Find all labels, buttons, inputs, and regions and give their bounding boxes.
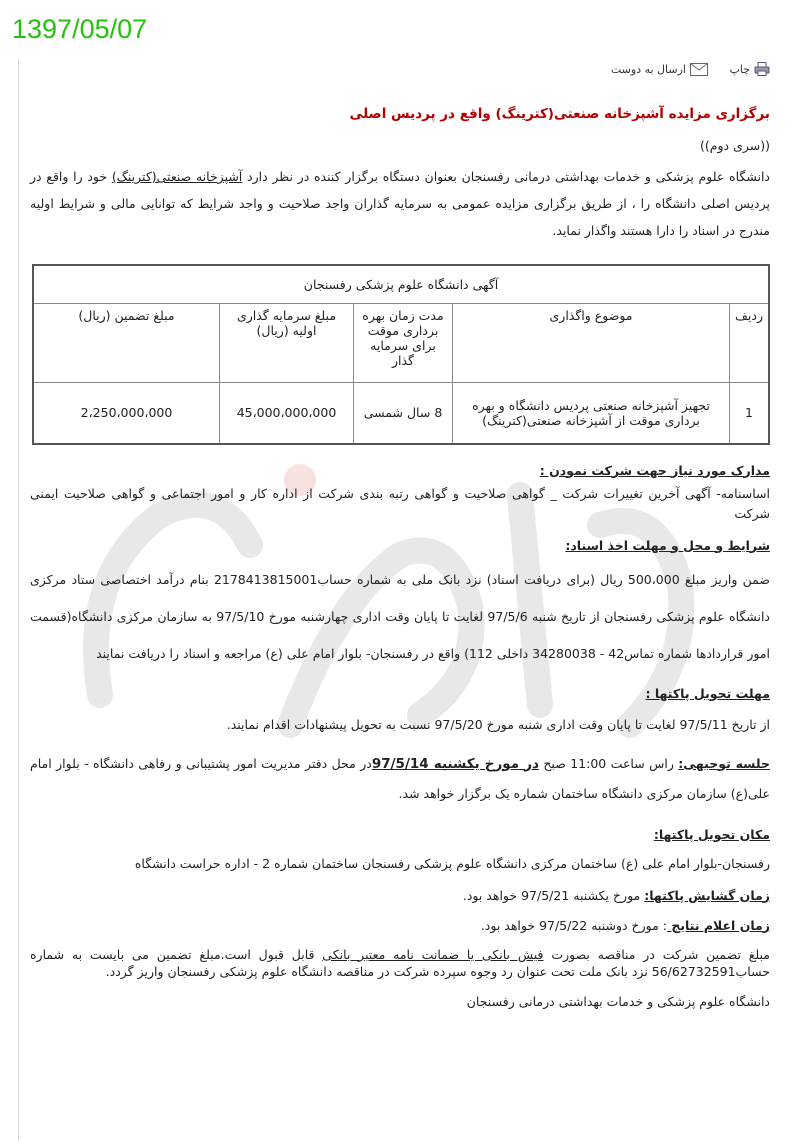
conditions-heading: شرایط و محل و مهلت اخذ اسناد:: [565, 537, 770, 553]
guarantee-underlined: فیش بانکی یا ضمانت نامه معتبر بانکی: [322, 946, 544, 962]
cell-investment: 45،000،000،000: [220, 382, 354, 444]
guarantee-text-1: مبلغ تضمین شرکت در مناقصه بصورت: [543, 946, 770, 962]
table-header-row: [33, 303, 769, 382]
cell-subject: تجهیز آشپزخانه صنعتی پردیس دانشگاه و بهره برداری موقت از آشپزخانه صنعتی(کترینگ): [453, 382, 730, 444]
header-subject: موضوع واگذاری: [453, 303, 730, 382]
table-title: آگهی دانشگاه علوم پزشکی رفسنجان: [33, 265, 769, 303]
conditions-text: ضمن واریز مبلغ 500،000 ریال (برای دریافت اسناد) نزد بانک ملی به شماره حساب2178413815001 بنام درآمد اختصاصی ستاد مرکزی دانشگاه علوم پزشکی رفسنجان از تاریخ شنبه 97/5/6 لغایت تا پایان وقت اداری چهارشنبه مورخ 97/5/10 به سازمان مرکزی دانشگاه(قسمت امور قراردادها شماره تماس42 - 34280038 داخلی 112) واقع در رفسنجان- بلوار امام علی (ع) مراجعه و اسناد را دریافت نمایند: [30, 571, 770, 661]
left-border: [18, 60, 19, 1140]
briefing-time: راس ساعت 11:00 صبح: [538, 755, 679, 771]
cell-duration: 8 سال شمسی: [354, 382, 453, 444]
cell-guarantee: 2،250،000،000: [33, 382, 220, 444]
auction-table: [32, 264, 770, 445]
article-body: [30, 62, 770, 1012]
series-label: ((سری دوم)): [700, 138, 770, 153]
intro-paragraph: [30, 163, 770, 244]
docs-text: اساسنامه- آگهی آخرین تغییرات شرکت _ گواهی صلاحیت و گواهی رتبه بندی شرکت از اداره کار و امور اجتماعی و گواهی صلاحیت ایمنی شرکت: [30, 485, 770, 521]
intro-text-2: خود را واقع در پردیس اصلی دانشگاه را ، از طریق برگزاری مزایده عمومی به سرمایه گذاران واجد صلاحیت و واجد شرایط که توانایی مالی و شرایط اولیه مندرج در اسناد را دارا هستند واگذار نماید.: [30, 169, 770, 238]
opening-paragraph: [30, 886, 770, 906]
header-investment: مبلغ سرمایه گذاری اولیه (ریال): [220, 303, 354, 382]
docs-heading: مدارک مورد نیاز جهت شرکت نمودن :: [539, 462, 770, 478]
envelope-icon: [690, 63, 708, 76]
signature: دانشگاه علوم پزشکی و خدمات بهداشتی درمانی رفسنجان: [466, 993, 770, 1009]
results-label: زمان اعلام نتایج: [666, 917, 770, 933]
results-paragraph: [30, 916, 770, 936]
header-guarantee: مبلغ تضمین (ریال): [33, 303, 220, 382]
briefing-paragraph: [30, 749, 770, 809]
briefing-label: جلسه توجیهی:: [678, 755, 771, 771]
delivery-place-text: رفسنجان-بلوار امام علی (ع) ساختمان مرکزی دانشگاه علوم پزشکی رفسنجان ساختمان شماره 2 - اداره حراست دانشگاه: [134, 855, 770, 871]
briefing-rest: در محل دفتر مدیریت امور پشتیبانی و رفاهی دانشگاه - بلوار امام علی(ع) سازمان مرکزی دانشگاه ساختمان شماره یک برگزار خواهد شد.: [30, 755, 770, 801]
opening-text: مورخ یکشنبه 97/5/21 خواهد بود.: [462, 887, 645, 903]
results-text: : مورخ دوشنبه 97/5/22 خواهد بود.: [480, 917, 667, 933]
intro-text-1: دانشگاه علوم پزشکی و خدمات بهداشتی درمانی رفسنجان بعنوان دستگاه برگزار کننده در نظر دارد: [242, 169, 770, 184]
send-to-friend-link[interactable]: [611, 63, 708, 76]
table-row: [33, 382, 769, 444]
deadline-text: از تاریخ 97/5/11 لغایت تا پایان وقت اداری شنبه مورخ 97/5/20 نسبت به تحویل پیشنهادات اقدام نمایند.: [226, 716, 770, 732]
header-duration: مدت زمان بهره برداری موقت برای سرمایه گذار: [354, 303, 453, 382]
action-bar: [30, 62, 770, 86]
delivery-place-heading: مکان تحویل پاکتها:: [653, 826, 770, 842]
opening-label: زمان گشایش پاکتها:: [644, 887, 770, 903]
send-label: ارسال به دوست: [610, 63, 686, 76]
page-title: برگزاری مزایده آشپزخانه صنعتی(کترینگ) واقع در پردیس اصلی: [349, 106, 770, 122]
publish-date: 1397/05/07: [12, 14, 148, 44]
guarantee-text-2: قابل قبول است.مبلغ تضمین می بایست به شماره حساب56/62732591 نزد بانک ملت تحت عنوان رد وجوه سپرده شرکت در مناقصه دانشگاه علوم پزشکی رفسنجان واریز گردد.: [30, 946, 770, 979]
header-row-num: ردیف: [730, 303, 770, 382]
cell-row-num: 1: [730, 382, 770, 444]
print-link[interactable]: [729, 62, 770, 76]
deadline-heading: مهلت تحویل پاکتها :: [645, 685, 770, 701]
guarantee-paragraph: [30, 946, 770, 980]
printer-icon: [754, 62, 770, 76]
briefing-date: در مورخ یکشنبه 97/5/14: [371, 755, 539, 772]
intro-underlined: آشپزخانه صنعتی(کترینگ): [111, 169, 243, 184]
print-label: چاپ: [729, 62, 750, 76]
